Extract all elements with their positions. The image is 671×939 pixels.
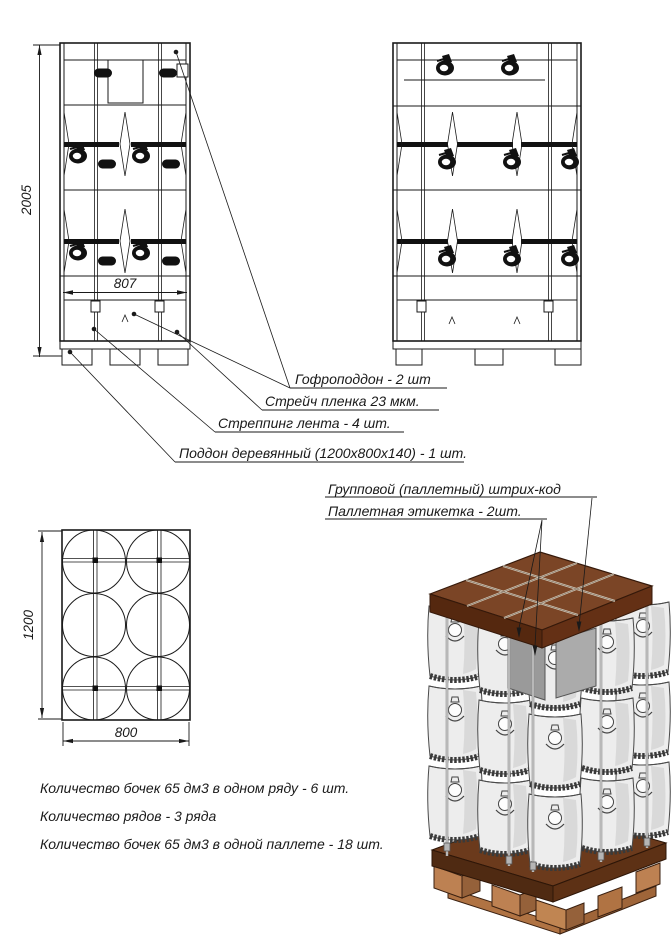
dim-pallet-length: 1200 bbox=[21, 609, 36, 641]
label-group-barcode: Групповой (паллетный) штрих-код bbox=[328, 481, 561, 497]
dim-stack-width: 807 bbox=[113, 276, 137, 291]
callout-stretch-film: Стрейч пленка 23 мкм. bbox=[265, 393, 420, 409]
callout-corrugated-tray: Гофроподдон - 2 шт bbox=[295, 371, 431, 387]
strapping-side bbox=[422, 43, 552, 341]
dim-pallet-width: 800 bbox=[114, 725, 138, 740]
top-tray-notch bbox=[108, 60, 143, 103]
label-pallet-label: Паллетная этикетка - 2шт. bbox=[328, 503, 522, 519]
pallet-3d-view bbox=[325, 481, 670, 934]
dim-2005 bbox=[19, 45, 62, 357]
strap-buckle bbox=[91, 301, 100, 312]
front-view bbox=[19, 43, 190, 365]
notes bbox=[40, 780, 384, 852]
dim-1200 bbox=[21, 531, 62, 719]
callout-strapping-band: Стреппинг лента - 4 шт. bbox=[218, 415, 391, 431]
dim-800 bbox=[63, 722, 189, 746]
wooden-pallet-side bbox=[393, 341, 581, 365]
side-view bbox=[393, 43, 581, 365]
top-view bbox=[21, 530, 190, 746]
note-barrels-per-pallet: Количество бочек 65 дм3 в одной паллете - 18 шт. bbox=[40, 836, 384, 852]
note-row-count: Количество рядов - 3 ряда bbox=[40, 808, 217, 824]
dim-807 bbox=[63, 276, 187, 295]
note-barrels-per-row: Количество бочек 65 дм3 в одном ряду - 6 шт. bbox=[40, 780, 350, 796]
dim-stack-height: 2005 bbox=[19, 184, 34, 216]
callout-wooden-pallet: Поддон деревянный (1200х800х140) - 1 шт. bbox=[179, 445, 468, 461]
